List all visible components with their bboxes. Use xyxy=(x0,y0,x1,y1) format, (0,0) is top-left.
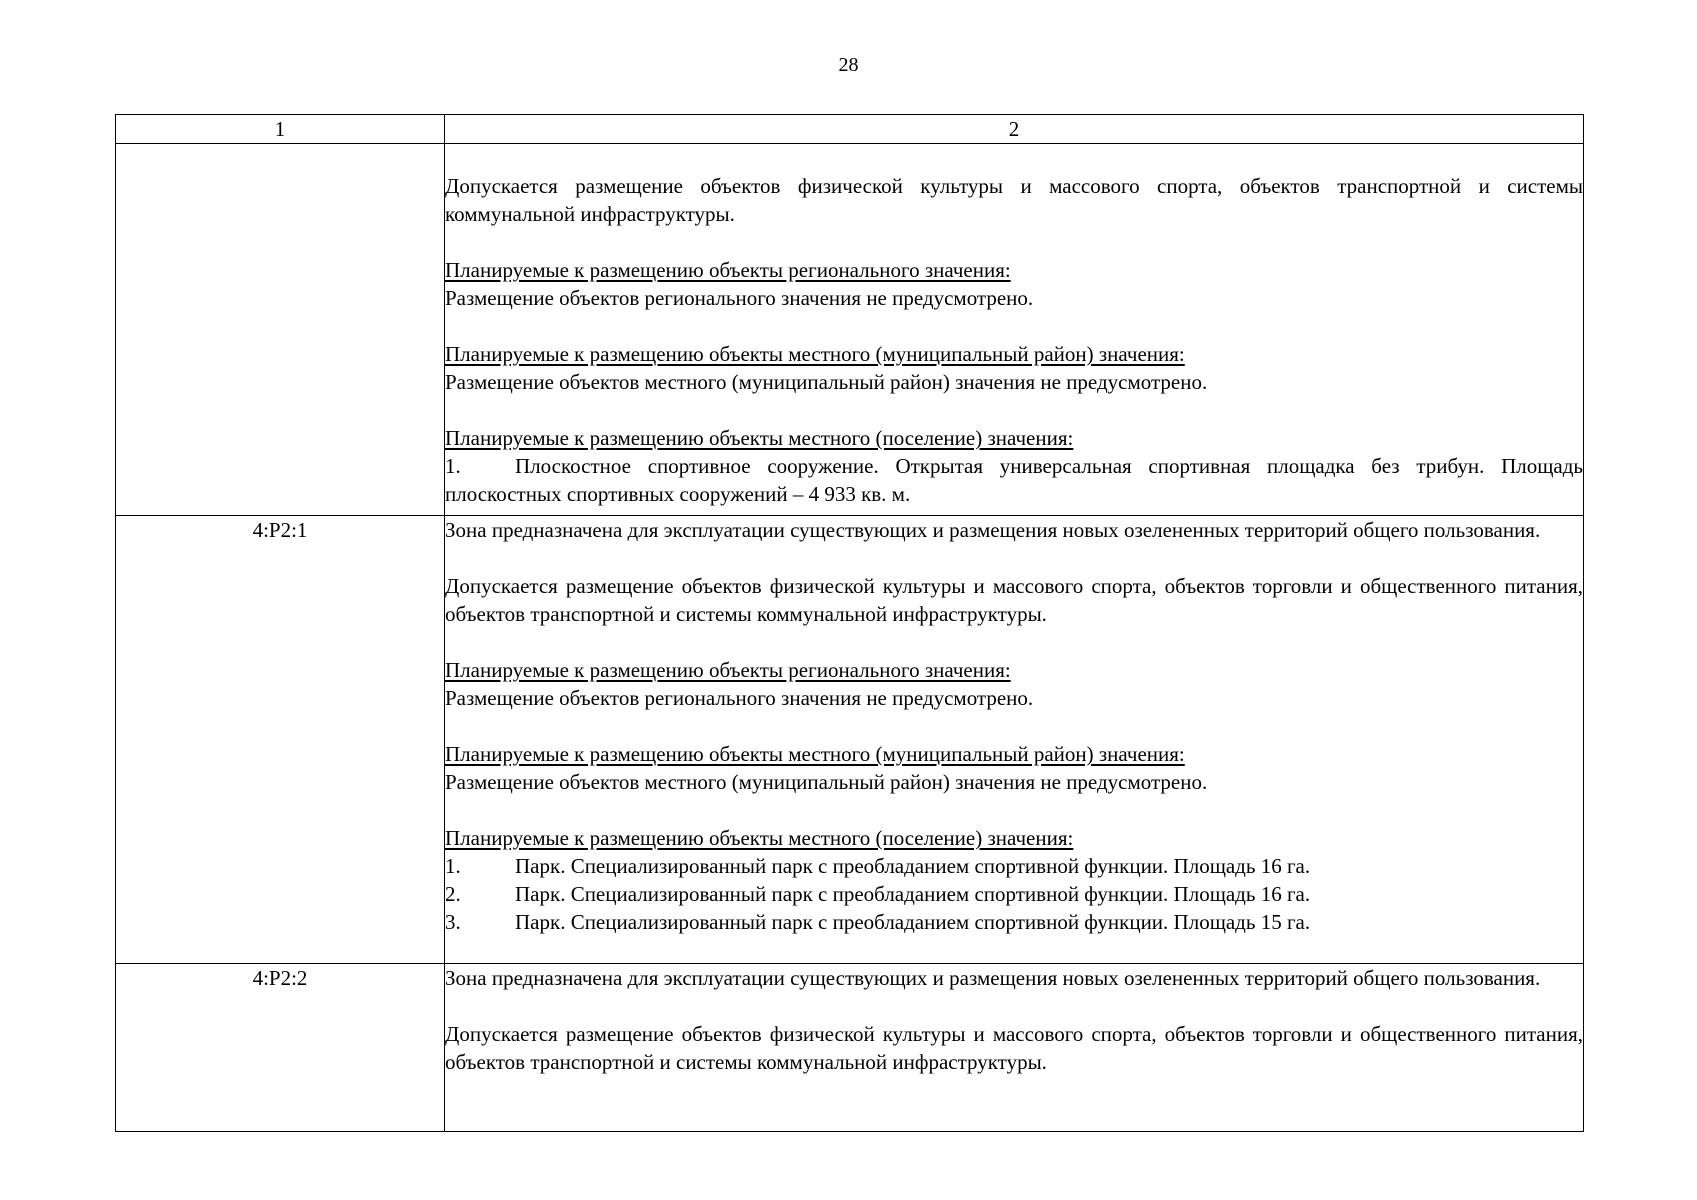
municipal-section xyxy=(445,340,1583,396)
table-row xyxy=(116,964,1584,1132)
zone-description-cell xyxy=(445,516,1584,964)
regional-text: Размещение объектов регионального значения не предусмотрено. xyxy=(445,286,1034,310)
table-row xyxy=(116,144,1584,516)
regional-heading: Планируемые к размещению объекты регионального значения: xyxy=(445,258,1011,282)
regional-text: Размещение объектов регионального значения не предусмотрено. xyxy=(445,686,1034,710)
column-header-2: 2 xyxy=(445,115,1584,144)
list-item-number: 3. xyxy=(445,910,461,934)
list-item-number: 1. xyxy=(445,854,461,878)
page-number: 28 xyxy=(838,54,859,76)
zone-purpose-text: Зона предназначена для эксплуатации существующих и размещения новых озелененных территорий общего пользования. xyxy=(445,518,1541,542)
table-header-row xyxy=(116,115,1584,144)
zone-description-cell xyxy=(445,144,1584,516)
zone-description-cell xyxy=(445,964,1584,1132)
allowed-objects-text: Допускается размещение объектов физической культуры и массового спорта, объектов торговли и общественного питания, объектов транспортной и системы коммунальной инфраструктуры. xyxy=(445,1022,1583,1074)
settlement-section xyxy=(445,424,1583,508)
zone-code-cell: 4:Р2:2 xyxy=(116,964,445,1132)
settlement-heading: Планируемые к размещению объекты местного (поселение) значения: xyxy=(445,826,1074,850)
settlement-section xyxy=(445,824,1583,936)
list-item-number: 2. xyxy=(445,882,461,906)
regional-section xyxy=(445,256,1583,312)
list-item-number: 1. xyxy=(445,454,461,478)
municipal-section xyxy=(445,740,1583,796)
allowed-objects-text: Допускается размещение объектов физической культуры и массового спорта, объектов торговли и общественного питания, объектов транспортной и системы коммунальной инфраструктуры. xyxy=(445,574,1583,626)
zones-table xyxy=(115,114,1584,1132)
zone-code-cell xyxy=(116,144,445,516)
municipal-text: Размещение объектов местного (муниципальный район) значения не предусмотрено. xyxy=(445,370,1208,394)
municipal-heading: Планируемые к размещению объекты местного (муниципальный район) значения: xyxy=(445,342,1185,366)
zone-code-cell: 4:Р2:1 xyxy=(116,516,445,964)
column-header-1: 1 xyxy=(116,115,445,144)
list-item xyxy=(445,880,1583,908)
list-item xyxy=(445,852,1583,880)
list-item-text: Парк. Специализированный парк с преобладанием спортивной функции. Площадь 15 га. xyxy=(515,910,1311,934)
allowed-objects-text: Допускается размещение объектов физической культуры и массового спорта, объектов транспортной и системы коммунальной инфраструктуры. xyxy=(445,174,1583,226)
zone-purpose-text: Зона предназначена для эксплуатации существующих и размещения новых озелененных территорий общего пользования. xyxy=(445,966,1541,990)
regional-section xyxy=(445,656,1583,712)
list-item xyxy=(445,452,1583,508)
table-row xyxy=(116,516,1584,964)
list-item-text: Парк. Специализированный парк с преобладанием спортивной функции. Площадь 16 га. xyxy=(515,854,1311,878)
settlement-heading: Планируемые к размещению объекты местного (поселение) значения: xyxy=(445,426,1074,450)
list-item xyxy=(445,908,1583,936)
list-item-text: Плоскостное спортивное сооружение. Открытая универсальная спортивная площадка без трибун. Площадь плоскостных спортивных сооружений – 4 933 кв. м. xyxy=(445,454,1583,506)
municipal-heading: Планируемые к размещению объекты местного (муниципальный район) значения: xyxy=(445,742,1185,766)
regional-heading: Планируемые к размещению объекты регионального значения: xyxy=(445,658,1011,682)
municipal-text: Размещение объектов местного (муниципальный район) значения не предусмотрено. xyxy=(445,770,1208,794)
list-item-text: Парк. Специализированный парк с преобладанием спортивной функции. Площадь 16 га. xyxy=(515,882,1311,906)
